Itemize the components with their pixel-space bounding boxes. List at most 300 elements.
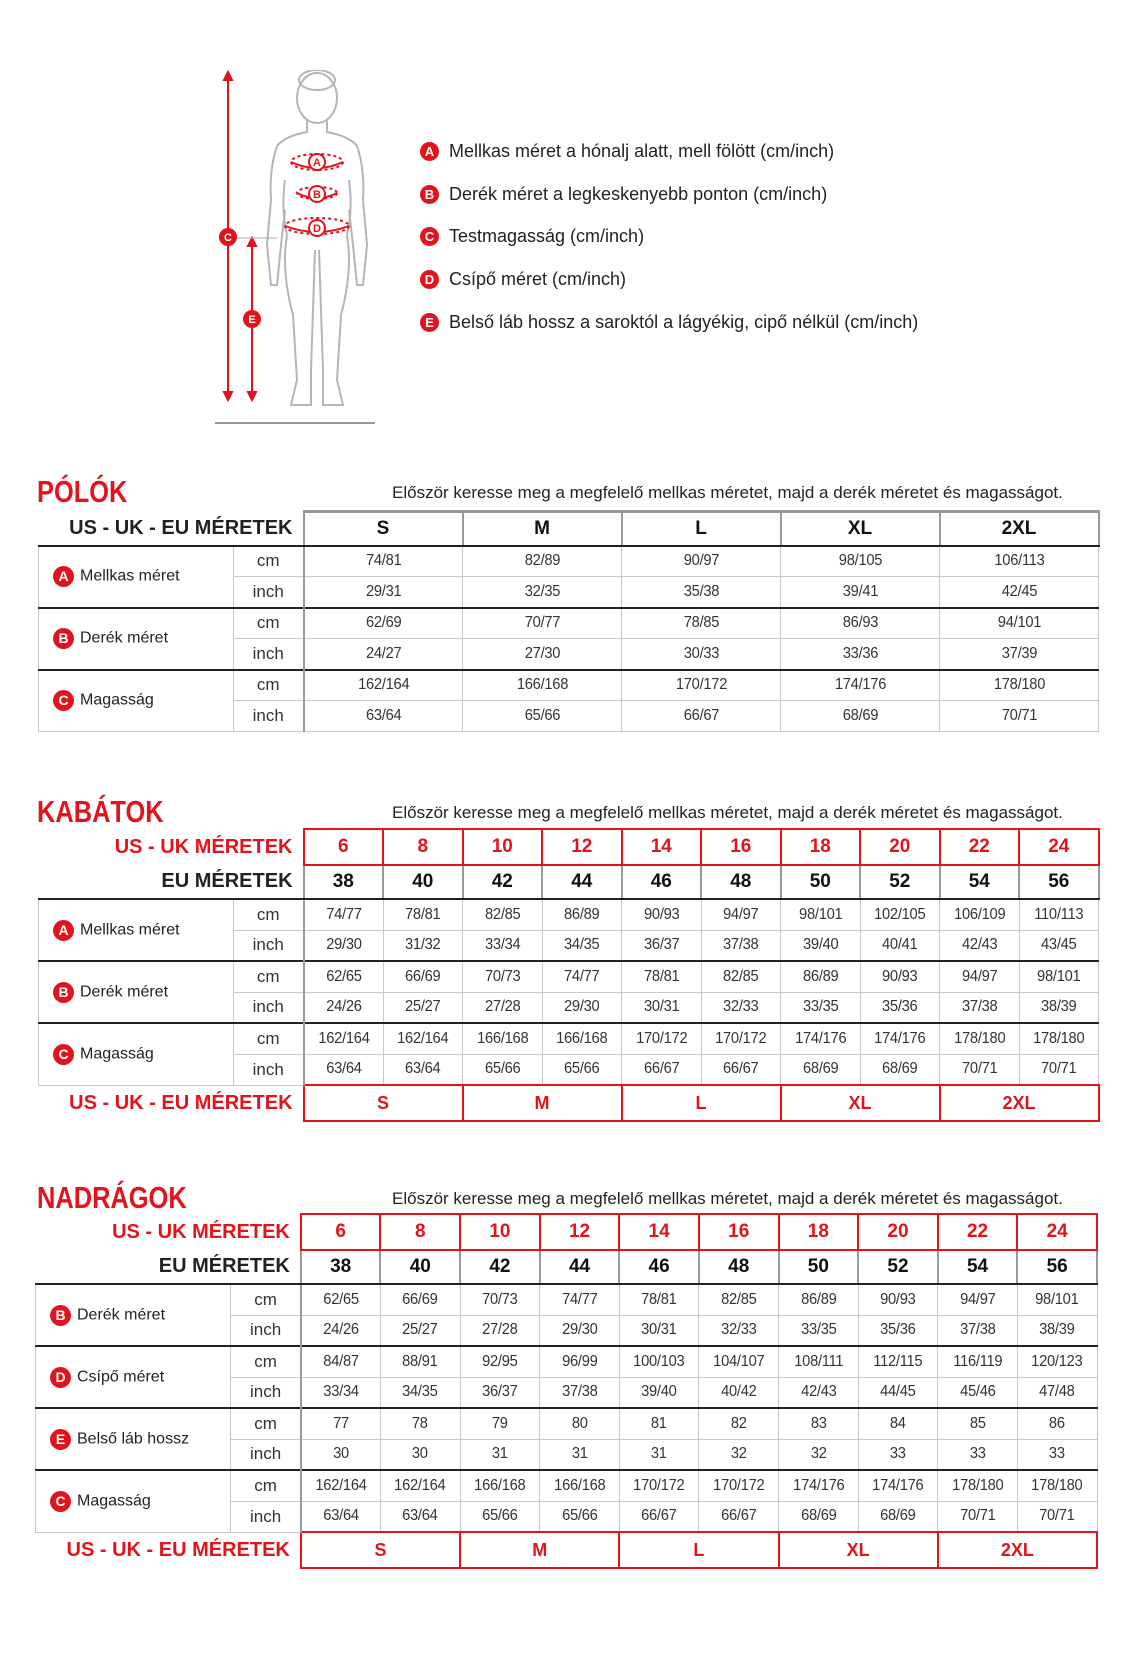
us-uk-size-cell: 14 (619, 1214, 699, 1250)
us-uk-size-cell: 24 (1019, 829, 1099, 865)
value-cell: 178/180 (946, 670, 1092, 701)
value-cell: 65/66 (545, 1054, 618, 1085)
value-cell: 66/67 (628, 701, 774, 732)
value-cell: 82 (702, 1408, 775, 1439)
value-cell: 30 (384, 1439, 457, 1470)
row-label-text: Belső láb hossz (77, 1430, 190, 1448)
footer-size-cell: 2XL (940, 1085, 1099, 1121)
us-uk-size-cell: 24 (1017, 1214, 1097, 1250)
value-cell: 77 (304, 1408, 377, 1439)
value-cell: 30/33 (628, 639, 774, 670)
section-title-kabatok: KABÁTOK (37, 794, 164, 829)
value-cell: 65/66 (463, 1501, 536, 1532)
value-cell: 42/43 (782, 1377, 855, 1408)
value-cell: 63/64 (304, 1501, 377, 1532)
section-note-nadragok: Először keresse meg a megfelelő mellkas méretet, majd a derék méretet és magasságot. (392, 1189, 1063, 1208)
value-cell: 24/26 (307, 992, 380, 1023)
size-header-cell: 2XL (940, 512, 1099, 546)
legend-text: Mellkas méret a hónalj alatt, mell fölött (cm/inch) (449, 140, 835, 161)
value-cell: 78/81 (625, 961, 698, 992)
value-cell: 98/101 (784, 899, 857, 930)
value-cell: 98/105 (787, 546, 933, 577)
eu-size-cell: 52 (858, 1250, 938, 1284)
value-cell: 81 (622, 1408, 695, 1439)
size-header-cell: XL (781, 512, 940, 546)
value-cell: 39/41 (787, 577, 933, 608)
value-cell: 74/77 (545, 961, 618, 992)
eu-size-cell: 42 (463, 865, 543, 899)
legend-text: Csípő méret (cm/inch) (449, 268, 627, 289)
value-cell: 94/101 (946, 608, 1092, 639)
value-cell: 170/172 (625, 1023, 698, 1054)
value-cell: 29/30 (545, 992, 618, 1023)
us-uk-size-cell: 10 (463, 829, 543, 865)
row-label-text: Magasság (77, 1492, 151, 1510)
value-cell: 86/89 (782, 1284, 855, 1315)
value-cell: 68/69 (861, 1501, 934, 1532)
footer-label: US - UK - EU MÉRETEK (66, 1538, 290, 1561)
footer-size-cell: L (622, 1085, 781, 1121)
value-cell: 110/113 (1022, 899, 1095, 930)
value-cell: 63/64 (386, 1054, 459, 1085)
value-cell: 63/64 (310, 701, 456, 732)
value-cell: 102/105 (863, 899, 936, 930)
section-title-polok: PÓLÓK (37, 474, 128, 509)
unit-inch: inch (231, 1377, 301, 1408)
value-cell: 84/87 (304, 1346, 377, 1377)
row-label-text: Mellkas méret (80, 567, 180, 585)
unit-cm: cm (234, 899, 304, 930)
value-cell: 112/115 (861, 1346, 934, 1377)
value-cell: 70/71 (1021, 1501, 1094, 1532)
value-cell: 37/38 (704, 930, 777, 961)
section-note-kabatok: Először keresse meg a megfelelő mellkas méretet, majd a derék méretet és magasságot. (392, 803, 1063, 822)
value-cell: 35/36 (863, 992, 936, 1023)
value-cell: 90/93 (861, 1284, 934, 1315)
value-cell: 104/107 (702, 1346, 775, 1377)
eu-size-cell: 46 (619, 1250, 699, 1284)
value-cell: 62/65 (304, 1284, 377, 1315)
eu-size-cell: 52 (860, 865, 940, 899)
value-cell: 78 (384, 1408, 457, 1439)
value-cell: 174/176 (861, 1470, 934, 1501)
us-uk-size-cell: 16 (701, 829, 781, 865)
value-cell: 27/30 (469, 639, 615, 670)
value-cell: 70/73 (463, 1284, 536, 1315)
value-cell: 42/43 (943, 930, 1016, 961)
us-uk-size-cell: 16 (699, 1214, 779, 1250)
badge-c-icon: C (50, 1491, 71, 1512)
value-cell: 66/67 (625, 1054, 698, 1085)
unit-cm: cm (234, 1023, 304, 1054)
legend-item-d (420, 264, 626, 294)
eu-size-cell: 40 (380, 1250, 460, 1284)
eu-label: EU MÉRETEK (158, 1255, 290, 1277)
value-cell: 39/40 (784, 930, 857, 961)
legend-text: Derék méret a legkeskenyebb ponton (cm/inch) (449, 183, 828, 204)
value-cell: 37/38 (943, 992, 1016, 1023)
us-uk-size-cell: 10 (460, 1214, 540, 1250)
value-cell: 85 (941, 1408, 1014, 1439)
row-label-text: Magasság (80, 1045, 154, 1063)
footer-size-cell: S (304, 1085, 463, 1121)
us-uk-size-cell: 8 (383, 829, 463, 865)
value-cell: 100/103 (622, 1346, 695, 1377)
us-uk-size-cell: 18 (779, 1214, 859, 1250)
value-cell: 32/33 (704, 992, 777, 1023)
value-cell: 44/45 (861, 1377, 934, 1408)
figure-badge-b: B (313, 189, 321, 201)
value-cell: 39/40 (622, 1377, 695, 1408)
value-cell: 30/31 (622, 1315, 695, 1346)
value-cell: 32/33 (702, 1315, 775, 1346)
value-cell: 37/38 (941, 1315, 1014, 1346)
legend-text: Belső láb hossz a saroktól a lágyékig, cipő nélkül (cm/inch) (449, 311, 919, 332)
unit-cm: cm (231, 1470, 301, 1501)
value-cell: 65/66 (466, 1054, 539, 1085)
row-label-der-k-m-ret (39, 608, 234, 670)
value-cell: 45/46 (941, 1377, 1014, 1408)
value-cell: 90/93 (863, 961, 936, 992)
section-title-nadragok: NADRÁGOK (37, 1180, 187, 1215)
value-cell: 82/85 (704, 961, 777, 992)
eu-size-cell: 48 (701, 865, 781, 899)
eu-size-cell: 56 (1019, 865, 1099, 899)
row-label-text: Mellkas méret (80, 921, 180, 939)
value-cell: 68/69 (782, 1501, 855, 1532)
value-cell: 30/31 (625, 992, 698, 1023)
row-label-der-k-m-ret (39, 961, 234, 1023)
value-cell: 94/97 (704, 899, 777, 930)
value-cell: 83 (782, 1408, 855, 1439)
value-cell: 116/119 (941, 1346, 1014, 1377)
value-cell: 36/37 (463, 1377, 536, 1408)
value-cell: 30 (304, 1439, 377, 1470)
value-cell: 33/36 (787, 639, 933, 670)
us-uk-label: US - UK MÉRETEK (114, 835, 293, 858)
value-cell: 42/45 (946, 577, 1092, 608)
value-cell: 66/67 (704, 1054, 777, 1085)
value-cell: 162/164 (307, 1023, 380, 1054)
value-cell: 106/113 (946, 546, 1092, 577)
value-cell: 29/31 (310, 577, 456, 608)
unit-inch: inch (231, 1315, 301, 1346)
value-cell: 33 (1021, 1439, 1094, 1470)
unit-cm: cm (234, 961, 304, 992)
eu-size-cell: 50 (781, 865, 861, 899)
value-cell: 162/164 (304, 1470, 377, 1501)
value-cell: 79 (463, 1408, 536, 1439)
eu-size-cell: 50 (779, 1250, 859, 1284)
value-cell: 70/73 (466, 961, 539, 992)
eu-size-cell: 42 (460, 1250, 540, 1284)
unit-inch: inch (234, 577, 304, 608)
value-cell: 25/27 (384, 1315, 457, 1346)
value-cell: 24/26 (304, 1315, 377, 1346)
value-cell: 31 (463, 1439, 536, 1470)
legend-item-e (420, 307, 918, 337)
unit-cm: cm (234, 670, 304, 701)
badge-d-icon: D (50, 1367, 71, 1388)
eu-size-cell: 54 (938, 1250, 1018, 1284)
eu-size-cell: 40 (383, 865, 463, 899)
value-cell: 29/30 (307, 930, 380, 961)
value-cell: 70/71 (943, 1054, 1016, 1085)
unit-cm: cm (234, 546, 304, 577)
row-label-mellkas-m-ret (39, 899, 234, 961)
value-cell: 82/89 (469, 546, 615, 577)
row-label-magass-g (39, 670, 234, 732)
value-cell: 90/97 (628, 546, 774, 577)
value-cell: 170/172 (622, 1470, 695, 1501)
us-uk-size-cell: 6 (301, 1214, 381, 1250)
value-cell: 174/176 (863, 1023, 936, 1054)
unit-inch: inch (234, 639, 304, 670)
legend-item-a (420, 136, 834, 166)
value-cell: 65/66 (543, 1501, 616, 1532)
value-cell: 38/39 (1022, 992, 1095, 1023)
value-cell: 166/168 (463, 1470, 536, 1501)
eu-size-cell: 44 (540, 1250, 620, 1284)
badge-b-icon: B (53, 628, 74, 649)
value-cell: 70/71 (941, 1501, 1014, 1532)
value-cell: 92/95 (463, 1346, 536, 1377)
footer-label: US - UK - EU MÉRETEK (69, 1091, 293, 1114)
value-cell: 37/39 (946, 639, 1092, 670)
value-cell: 66/67 (702, 1501, 775, 1532)
value-cell: 170/172 (704, 1023, 777, 1054)
value-cell: 32 (782, 1439, 855, 1470)
legend-text: Testmagasság (cm/inch) (449, 225, 645, 246)
value-cell: 94/97 (941, 1284, 1014, 1315)
eu-size-cell: 56 (1017, 1250, 1097, 1284)
value-cell: 86/89 (784, 961, 857, 992)
value-cell: 78/81 (622, 1284, 695, 1315)
size-row-label: US - UK - EU MÉRETEK (69, 516, 293, 539)
value-cell: 170/172 (628, 670, 774, 701)
us-uk-size-cell: 12 (540, 1214, 620, 1250)
unit-inch: inch (231, 1439, 301, 1470)
value-cell: 174/176 (787, 670, 933, 701)
section-note-polok: Először keresse meg a megfelelő mellkas méretet, majd a derék méretet és magasságot. (392, 483, 1063, 502)
unit-cm: cm (231, 1408, 301, 1439)
value-cell: 106/109 (943, 899, 1016, 930)
us-uk-label: US - UK MÉRETEK (112, 1220, 290, 1243)
eu-size-cell: 48 (699, 1250, 779, 1284)
value-cell: 166/168 (466, 1023, 539, 1054)
value-cell: 68/69 (787, 701, 933, 732)
value-cell: 40/42 (702, 1377, 775, 1408)
value-cell: 33 (941, 1439, 1014, 1470)
polok-size-table (38, 510, 1100, 732)
size-header-cell: L (622, 512, 781, 546)
value-cell: 27/28 (466, 992, 539, 1023)
value-cell: 29/30 (543, 1315, 616, 1346)
figure-badge-e: E (248, 314, 256, 326)
badge-c-icon: C (53, 1044, 74, 1065)
us-uk-size-cell: 22 (940, 829, 1020, 865)
row-label-mellkas-m-ret (39, 546, 234, 608)
legend-item-c (420, 221, 644, 251)
footer-size-cell: L (619, 1532, 778, 1568)
value-cell: 24/27 (310, 639, 456, 670)
value-cell: 31 (543, 1439, 616, 1470)
value-cell: 70/71 (1022, 1054, 1095, 1085)
value-cell: 63/64 (384, 1501, 457, 1532)
value-cell: 74/81 (310, 546, 456, 577)
badge-e-icon: E (50, 1429, 71, 1450)
value-cell: 68/69 (784, 1054, 857, 1085)
badge-b-icon: B (420, 185, 439, 204)
unit-cm: cm (231, 1284, 301, 1315)
footer-size-cell: 2XL (938, 1532, 1097, 1568)
value-cell: 74/77 (307, 899, 380, 930)
value-cell: 62/69 (310, 608, 456, 639)
value-cell: 84 (861, 1408, 934, 1439)
value-cell: 33 (861, 1439, 934, 1470)
badge-a-icon: A (420, 142, 439, 161)
value-cell: 96/99 (543, 1346, 616, 1377)
badge-a-icon: A (53, 920, 74, 941)
row-label-text: Derék méret (77, 1306, 166, 1324)
value-cell: 63/64 (307, 1054, 380, 1085)
value-cell: 66/69 (386, 961, 459, 992)
us-uk-size-cell: 18 (781, 829, 861, 865)
value-cell: 94/97 (943, 961, 1016, 992)
value-cell: 62/65 (307, 961, 380, 992)
value-cell: 35/36 (861, 1315, 934, 1346)
value-cell: 82/85 (466, 899, 539, 930)
us-uk-size-cell: 8 (380, 1214, 460, 1250)
legend-item-b (420, 179, 827, 209)
badge-a-icon: A (53, 566, 74, 587)
unit-cm: cm (231, 1346, 301, 1377)
value-cell: 43/45 (1022, 930, 1095, 961)
value-cell: 32/35 (469, 577, 615, 608)
value-cell: 162/164 (384, 1470, 457, 1501)
value-cell: 33/35 (782, 1315, 855, 1346)
eu-size-cell: 46 (622, 865, 702, 899)
us-uk-size-cell: 22 (938, 1214, 1018, 1250)
value-cell: 27/28 (463, 1315, 536, 1346)
value-cell: 120/123 (1021, 1346, 1094, 1377)
row-label-magass-g (39, 1023, 234, 1085)
unit-inch: inch (234, 701, 304, 732)
figure-badge-c: C (224, 232, 232, 244)
us-uk-size-cell: 20 (858, 1214, 938, 1250)
row-label-bels-l-b-hossz (36, 1408, 231, 1470)
value-cell: 178/180 (1022, 1023, 1095, 1054)
value-cell: 74/77 (543, 1284, 616, 1315)
size-header-cell: M (463, 512, 622, 546)
row-label-magass-g (36, 1470, 231, 1532)
row-label-text: Csípő méret (77, 1368, 165, 1386)
row-label-text: Derék méret (80, 629, 169, 647)
value-cell: 38/39 (1021, 1315, 1094, 1346)
value-cell: 25/27 (386, 992, 459, 1023)
value-cell: 66/69 (384, 1284, 457, 1315)
figure-badge-a: A (313, 157, 321, 169)
figure-badge-d: D (313, 223, 321, 235)
row-label-text: Magasság (80, 691, 154, 709)
unit-inch: inch (231, 1501, 301, 1532)
row-label-cs-p-m-ret (36, 1346, 231, 1408)
kabatok-size-table (38, 828, 1100, 1122)
footer-size-cell: M (463, 1085, 622, 1121)
value-cell: 34/35 (545, 930, 618, 961)
footer-size-cell: M (460, 1532, 619, 1568)
value-cell: 108/111 (782, 1346, 855, 1377)
badge-c-icon: C (420, 227, 439, 246)
row-label-text: Derék méret (80, 983, 169, 1001)
value-cell: 31/32 (386, 930, 459, 961)
value-cell: 88/91 (384, 1346, 457, 1377)
value-cell: 68/69 (863, 1054, 936, 1085)
badge-b-icon: B (53, 982, 74, 1003)
nadragok-size-table (35, 1213, 1098, 1569)
footer-size-cell: XL (779, 1532, 938, 1568)
value-cell: 166/168 (543, 1470, 616, 1501)
badge-d-icon: D (420, 270, 439, 289)
eu-size-cell: 38 (304, 865, 384, 899)
value-cell: 174/176 (784, 1023, 857, 1054)
size-header-cell: S (304, 512, 463, 546)
value-cell: 178/180 (943, 1023, 1016, 1054)
us-uk-size-cell: 20 (860, 829, 940, 865)
us-uk-size-cell: 6 (304, 829, 384, 865)
eu-size-cell: 54 (940, 865, 1020, 899)
value-cell: 166/168 (545, 1023, 618, 1054)
badge-c-icon: C (53, 690, 74, 711)
footer-size-cell: XL (781, 1085, 940, 1121)
us-uk-size-cell: 14 (622, 829, 702, 865)
value-cell: 98/101 (1021, 1284, 1094, 1315)
body-measurement-figure (215, 70, 380, 430)
value-cell: 65/66 (469, 701, 615, 732)
us-uk-size-cell: 12 (542, 829, 622, 865)
value-cell: 178/180 (941, 1470, 1014, 1501)
value-cell: 86 (1021, 1408, 1094, 1439)
value-cell: 33/35 (784, 992, 857, 1023)
badge-e-icon: E (420, 313, 439, 332)
value-cell: 78/85 (628, 608, 774, 639)
value-cell: 47/48 (1021, 1377, 1094, 1408)
eu-size-cell: 38 (301, 1250, 381, 1284)
value-cell: 66/67 (622, 1501, 695, 1532)
value-cell: 32 (702, 1439, 775, 1470)
value-cell: 35/38 (628, 577, 774, 608)
value-cell: 78/81 (386, 899, 459, 930)
value-cell: 33/34 (304, 1377, 377, 1408)
value-cell: 162/164 (310, 670, 456, 701)
badge-b-icon: B (50, 1305, 71, 1326)
value-cell: 40/41 (863, 930, 936, 961)
footer-size-cell: S (301, 1532, 460, 1568)
value-cell: 170/172 (702, 1470, 775, 1501)
unit-inch: inch (234, 930, 304, 961)
value-cell: 178/180 (1021, 1470, 1094, 1501)
row-label-der-k-m-ret (36, 1284, 231, 1346)
value-cell: 37/38 (543, 1377, 616, 1408)
unit-cm: cm (234, 608, 304, 639)
value-cell: 86/93 (787, 608, 933, 639)
value-cell: 98/101 (1022, 961, 1095, 992)
eu-label: EU MÉRETEK (161, 870, 293, 892)
value-cell: 86/89 (545, 899, 618, 930)
value-cell: 80 (543, 1408, 616, 1439)
unit-inch: inch (234, 992, 304, 1023)
value-cell: 31 (622, 1439, 695, 1470)
